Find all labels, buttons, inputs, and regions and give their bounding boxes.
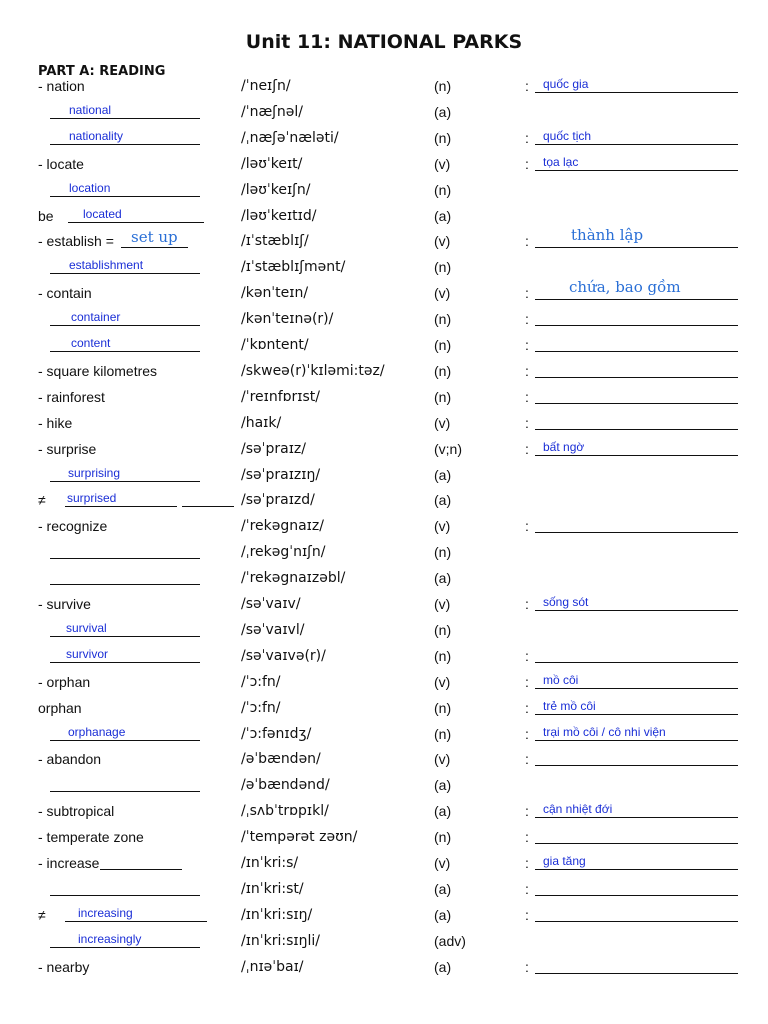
meaning-blank[interactable]	[535, 764, 738, 766]
headword: orphan	[38, 699, 82, 716]
meaning-blank[interactable]	[535, 454, 738, 456]
colon-mark: :	[525, 414, 529, 431]
part-of-speech: (n)	[434, 544, 452, 561]
phonetic-transcription: /ˈreɪnfɒrɪst/	[241, 388, 320, 405]
headword: - hike	[38, 414, 73, 431]
phonetic-transcription: /səˈvaɪv/	[241, 596, 301, 612]
phonetic-transcription: /ˈɔ:fn/	[241, 699, 281, 716]
vocab-row	[0, 383, 768, 409]
colon-mark: :	[525, 829, 529, 846]
meaning-blank[interactable]	[535, 298, 738, 300]
part-of-speech: (v)	[434, 855, 451, 871]
word-form-blank[interactable]	[65, 505, 177, 507]
colon-mark: :	[525, 725, 529, 742]
vocab-row	[0, 694, 768, 720]
meaning-blank[interactable]	[535, 350, 738, 352]
vocab-row	[0, 202, 768, 228]
vocab-row	[0, 616, 768, 642]
part-of-speech: (a)	[434, 777, 452, 794]
phonetic-transcription: /ˈɔ:fənɪdʒ/	[241, 725, 312, 742]
colon-mark: :	[525, 880, 529, 897]
part-of-speech: (n)	[434, 621, 452, 638]
colon-mark: :	[525, 311, 529, 328]
meaning-blank[interactable]	[535, 91, 738, 93]
meaning-blank[interactable]	[535, 531, 738, 533]
word-form-blank[interactable]	[50, 272, 200, 274]
colon-mark: :	[525, 596, 529, 612]
headword: be	[38, 207, 54, 224]
colon-mark: :	[525, 855, 529, 871]
phonetic-transcription: /ɪˈstæblɪʃmənt/	[241, 259, 346, 276]
meaning-blank[interactable]	[535, 246, 738, 248]
colon-mark: :	[525, 285, 529, 302]
phonetic-transcription: /ˈnæʃnəl/	[241, 103, 303, 120]
section-heading: PART A: READING	[38, 64, 166, 79]
phonetic-transcription: /əˈbændənd/	[241, 777, 330, 794]
word-form-answer: increasing	[78, 905, 133, 920]
meaning-blank[interactable]	[535, 376, 738, 378]
part-of-speech: (n)	[434, 78, 452, 94]
word-form-answer: content	[71, 336, 111, 350]
colon-mark: :	[525, 699, 529, 716]
phonetic-transcription: /ˈkɒntent/	[241, 337, 309, 353]
vocab-row	[0, 642, 768, 668]
part-of-speech: (v)	[434, 285, 451, 302]
vocab-row	[0, 590, 768, 616]
meaning-answer: sống sót	[543, 595, 589, 609]
vocab-row	[0, 953, 768, 979]
meaning-blank[interactable]	[535, 972, 738, 974]
meaning-blank[interactable]	[535, 713, 738, 715]
part-of-speech: (a)	[434, 207, 452, 224]
word-form-blank[interactable]	[50, 117, 200, 119]
part-of-speech: (n)	[434, 699, 452, 716]
word-form-answer: container	[71, 310, 121, 325]
meaning-blank[interactable]	[535, 687, 738, 689]
word-form-blank[interactable]	[68, 221, 204, 223]
part-of-speech: (v)	[434, 414, 451, 431]
part-of-speech: (a)	[434, 958, 452, 975]
word-form-blank[interactable]	[50, 195, 200, 197]
meaning-blank[interactable]	[535, 739, 738, 741]
part-of-speech: (adv)	[434, 932, 466, 949]
colon-mark: :	[525, 78, 529, 94]
part-of-speech: (a)	[434, 103, 452, 120]
meaning-blank[interactable]	[535, 609, 738, 611]
vocab-row	[0, 72, 768, 98]
meaning-answer: trẻ mồ côi	[543, 698, 596, 713]
phonetic-transcription: /skweə(r)ˈkɪləmi:təz/	[241, 362, 385, 379]
phonetic-transcription: /səˈpraɪzd/	[241, 492, 315, 509]
colon-mark: :	[525, 803, 529, 820]
colon-mark: :	[525, 337, 529, 353]
word-form-blank[interactable]	[50, 480, 200, 482]
vocab-row	[0, 227, 768, 253]
word-form-answer: nationality	[69, 128, 124, 143]
part-of-speech: (a)	[434, 906, 452, 923]
colon-mark: :	[525, 906, 529, 923]
part-of-speech: (v;n)	[434, 440, 462, 457]
word-form-blank[interactable]	[50, 324, 200, 326]
phonetic-transcription: /ɪnˈkri:st/	[241, 880, 304, 897]
phonetic-transcription: /səˈpraɪzɪŋ/	[241, 466, 321, 483]
meaning-blank[interactable]	[535, 816, 738, 818]
phonetic-transcription: /ˌrekəgˈnɪʃn/	[241, 544, 326, 561]
colon-mark: :	[525, 958, 529, 975]
word-form-blank[interactable]	[50, 790, 200, 792]
phonetic-transcription: /ləʊˈkeɪʃn/	[241, 181, 311, 198]
meaning-answer: quốc tịch	[543, 128, 592, 143]
meaning-answer: trại mồ côi / cô nhi viện	[543, 724, 666, 739]
headword: - locate	[38, 155, 84, 172]
vocab-row	[0, 668, 768, 694]
word-form-answer: increasingly	[78, 931, 142, 946]
word-form-blank[interactable]	[65, 920, 207, 922]
headword: - recognize	[38, 518, 108, 535]
word-form-blank[interactable]	[100, 868, 182, 870]
part-of-speech: (v)	[434, 518, 451, 535]
meaning-answer: thành lập	[571, 226, 644, 245]
colon-mark: :	[525, 129, 529, 146]
part-of-speech: (v)	[434, 233, 451, 250]
word-form-blank[interactable]	[50, 635, 200, 637]
part-of-speech: (n)	[434, 829, 452, 846]
phonetic-transcription: /əˈbændən/	[241, 751, 321, 768]
word-form-blank[interactable]	[50, 143, 200, 145]
phonetic-transcription: /səˈvaɪvə(r)/	[241, 647, 326, 664]
meaning-answer: tọa lạc	[543, 154, 579, 169]
part-of-speech: (n)	[434, 647, 452, 664]
page-title: Unit 11: NATIONAL PARKS	[245, 31, 523, 53]
vocab-row	[0, 409, 768, 435]
meaning-blank[interactable]	[535, 894, 738, 896]
colon-mark: :	[525, 155, 529, 172]
headword: ≠	[38, 906, 46, 923]
word-form-answer: surprising	[68, 465, 121, 480]
word-form-answer: establishment	[69, 258, 144, 273]
colon-mark: :	[525, 388, 529, 405]
part-of-speech: (a)	[434, 466, 452, 483]
vocab-row	[0, 176, 768, 202]
vocab-row	[0, 901, 768, 927]
headword: - survive	[38, 596, 91, 612]
vocab-row	[0, 486, 768, 512]
phonetic-transcription: /ˌnɪəˈbaɪ/	[241, 958, 304, 975]
meaning-answer: chứa, bao gồm	[569, 278, 681, 297]
colon-mark: :	[525, 673, 529, 690]
vocab-row	[0, 98, 768, 124]
part-of-speech: (n)	[434, 337, 452, 353]
phonetic-transcription: /kənˈteɪnə(r)/	[241, 311, 334, 328]
phonetic-transcription: /ləʊˈkeɪt/	[241, 155, 303, 172]
word-form-blank[interactable]	[50, 894, 200, 896]
vocab-row	[0, 279, 768, 305]
word-form-blank[interactable]	[50, 350, 200, 352]
headword: - subtropical	[38, 803, 115, 820]
vocab-row	[0, 435, 768, 461]
headword: - increase	[38, 855, 100, 871]
phonetic-transcription: /ˌsʌbˈtrɒpɪkl/	[241, 803, 329, 820]
colon-mark: :	[525, 751, 529, 768]
vocab-row	[0, 331, 768, 357]
part-of-speech: (n)	[434, 259, 452, 276]
word-form-blank[interactable]	[182, 505, 234, 507]
phonetic-transcription: /ˈrekəgnaɪzəbl/	[241, 570, 346, 587]
vocab-row	[0, 771, 768, 797]
word-form-blank[interactable]	[50, 557, 200, 559]
meaning-blank[interactable]	[535, 868, 738, 870]
phonetic-transcription: /ˈɔ:fn/	[241, 673, 281, 690]
word-form-blank[interactable]	[121, 246, 188, 248]
headword: - square kilometres	[38, 362, 158, 379]
meaning-answer: gia tăng	[543, 854, 586, 868]
headword: - temperate zone	[38, 829, 144, 846]
colon-mark: :	[525, 233, 529, 250]
phonetic-transcription: /ɪˈstæblɪʃ/	[241, 233, 309, 250]
phonetic-transcription: /ləʊˈkeɪtɪd/	[241, 207, 317, 224]
vocab-row	[0, 305, 768, 331]
vocab-row	[0, 823, 768, 849]
part-of-speech: (a)	[434, 803, 452, 820]
word-form-answer: orphanage	[68, 724, 126, 739]
headword: - rainforest	[38, 388, 105, 405]
part-of-speech: (n)	[434, 181, 452, 198]
part-of-speech: (n)	[434, 311, 452, 328]
meaning-blank[interactable]	[535, 842, 738, 844]
phonetic-transcription: /ˈtempərət zəʊn/	[241, 829, 358, 846]
part-of-speech: (n)	[434, 362, 452, 379]
vocab-row	[0, 720, 768, 746]
phonetic-transcription: /ɪnˈkri:sɪŋ/	[241, 906, 313, 923]
phonetic-transcription: /səˈpraɪz/	[241, 440, 306, 457]
phonetic-transcription: /ɪnˈkri:s/	[241, 855, 299, 871]
meaning-blank[interactable]	[535, 661, 738, 663]
part-of-speech: (n)	[434, 725, 452, 742]
vocab-row	[0, 253, 768, 279]
vocab-row	[0, 512, 768, 538]
colon-mark: :	[525, 518, 529, 535]
meaning-blank[interactable]	[535, 169, 738, 171]
part-of-speech: (v)	[434, 673, 451, 690]
meaning-blank[interactable]	[535, 143, 738, 145]
headword: - contain	[38, 285, 92, 302]
part-of-speech: (a)	[434, 570, 452, 587]
part-of-speech: (n)	[434, 388, 452, 405]
vocab-row	[0, 461, 768, 487]
phonetic-transcription: /ɪnˈkri:sɪŋli/	[241, 932, 320, 949]
headword: - nearby	[38, 958, 90, 975]
vocab-row	[0, 875, 768, 901]
colon-mark: :	[525, 362, 529, 379]
word-form-answer: surprised	[67, 491, 117, 506]
word-form-blank[interactable]	[50, 946, 200, 948]
meaning-blank[interactable]	[535, 324, 738, 326]
vocab-row	[0, 538, 768, 564]
colon-mark: :	[525, 440, 529, 457]
headword: - surprise	[38, 440, 97, 457]
meaning-blank[interactable]	[535, 920, 738, 922]
vocab-row	[0, 927, 768, 953]
word-form-answer: location	[69, 180, 111, 195]
phonetic-transcription: /haɪk/	[241, 414, 282, 431]
headword: - abandon	[38, 751, 102, 768]
vocab-row	[0, 357, 768, 383]
word-form-blank[interactable]	[50, 661, 200, 663]
meaning-answer: cận nhiệt đới	[543, 802, 613, 817]
word-form-blank[interactable]	[50, 583, 200, 585]
headword: - nation	[38, 78, 85, 94]
meaning-answer: mồ côi	[543, 672, 579, 687]
vocab-row	[0, 849, 768, 875]
word-form-blank[interactable]	[50, 739, 200, 741]
phonetic-transcription: /ˌnæʃəˈnæləti/	[241, 129, 339, 146]
part-of-speech: (n)	[434, 129, 452, 146]
part-of-speech: (v)	[434, 155, 451, 172]
colon-mark: :	[525, 647, 529, 664]
phonetic-transcription: /ˈrekəgnaɪz/	[241, 518, 324, 535]
meaning-blank[interactable]	[535, 428, 738, 430]
headword: - orphan	[38, 673, 91, 690]
part-of-speech: (a)	[434, 880, 452, 897]
headword: ≠	[38, 492, 46, 509]
word-form-answer: located	[83, 206, 122, 221]
meaning-answer: bất ngờ	[543, 439, 585, 454]
phonetic-transcription: /ˈneɪʃn/	[241, 78, 291, 94]
phonetic-transcription: /kənˈteɪn/	[241, 285, 309, 302]
part-of-speech: (v)	[434, 596, 451, 612]
phonetic-transcription: /səˈvaɪvl/	[241, 621, 305, 638]
word-form-answer: survival	[66, 620, 107, 635]
vocab-row	[0, 797, 768, 823]
headword: - establish =	[38, 233, 114, 250]
vocab-row	[0, 150, 768, 176]
meaning-answer: quốc gia	[543, 77, 589, 91]
meaning-blank[interactable]	[535, 402, 738, 404]
word-form-answer: survivor	[66, 646, 109, 661]
word-form-answer: set up	[131, 228, 178, 247]
part-of-speech: (v)	[434, 751, 451, 768]
vocab-row	[0, 745, 768, 771]
vocab-row	[0, 564, 768, 590]
word-form-answer: national	[69, 102, 112, 117]
vocab-row	[0, 124, 768, 150]
part-of-speech: (a)	[434, 492, 452, 509]
